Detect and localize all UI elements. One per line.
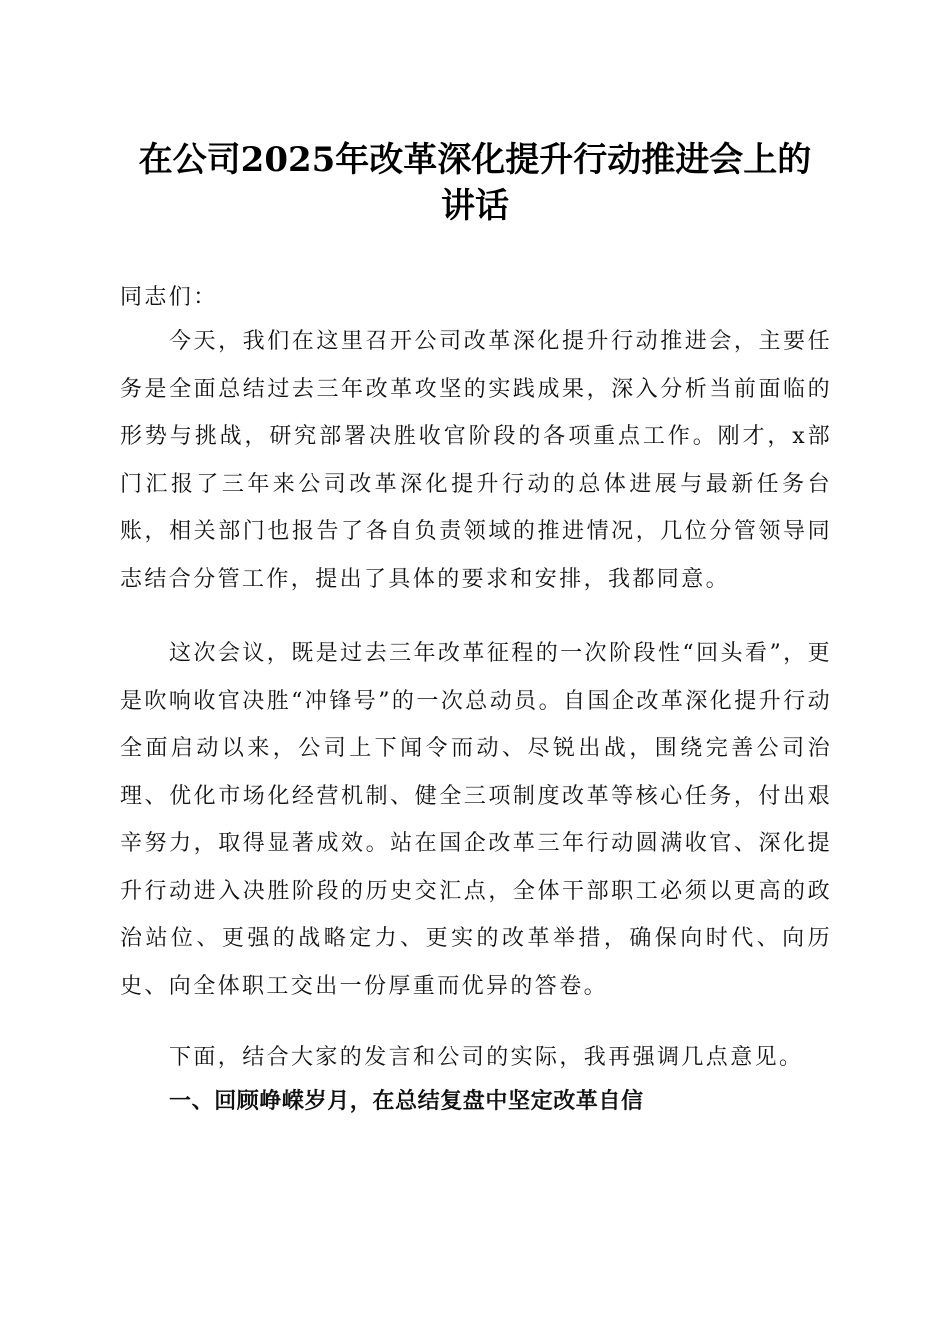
document-title-line-1: 在公司2025年改革深化提升行动推进会上的 [138,140,812,180]
salutation: 同志们： [120,285,218,310]
paragraph-1: 今天，我们在这里召开公司改革深化提升行动推进会，主要任务是全面总结过去三年改革攻坚的实践成果，深入分析当前面临的形势与挑战，研究部署决胜收官阶段的各项重点工作。刚才，x部门汇报了三年来公司改革深化提升行动的总体进展与最新任务台账，相关部门也报告了各自负责领域的推进情况，几位分管领导同志结合分管工作，提出了具体的要求和安排，我都同意。 [120,329,832,592]
document-title-line-2: 讲话 [441,186,509,226]
paragraph-3: 下面，结合大家的发言和公司的实际，我再强调几点意见。 [169,1045,804,1070]
section-heading-1: 一、回顾峥嵘岁月，在总结复盘中坚定改革自信 [169,1089,644,1114]
paragraph-2: 这次会议，既是过去三年改革征程的一次阶段性“回头看”，更是吹响收官决胜“冲锋号”的一次总动员。自国企改革深化提升行动全面启动以来，公司上下闻令而动、尽锐出战，围绕完善公司治理、优化市场化经营机制、健全三项制度改革等核心任务，付出艰辛努力，取得显著成效。站在国企改革三年行动圆满收官、深化提升行动进入决胜阶段的历史交汇点，全体干部职工必须以更高的政治站位、更强的战略定力、更实的改革举措，确保向时代、向历史、向全体职工交出一份厚重而优异的答卷。 [120,641,832,999]
